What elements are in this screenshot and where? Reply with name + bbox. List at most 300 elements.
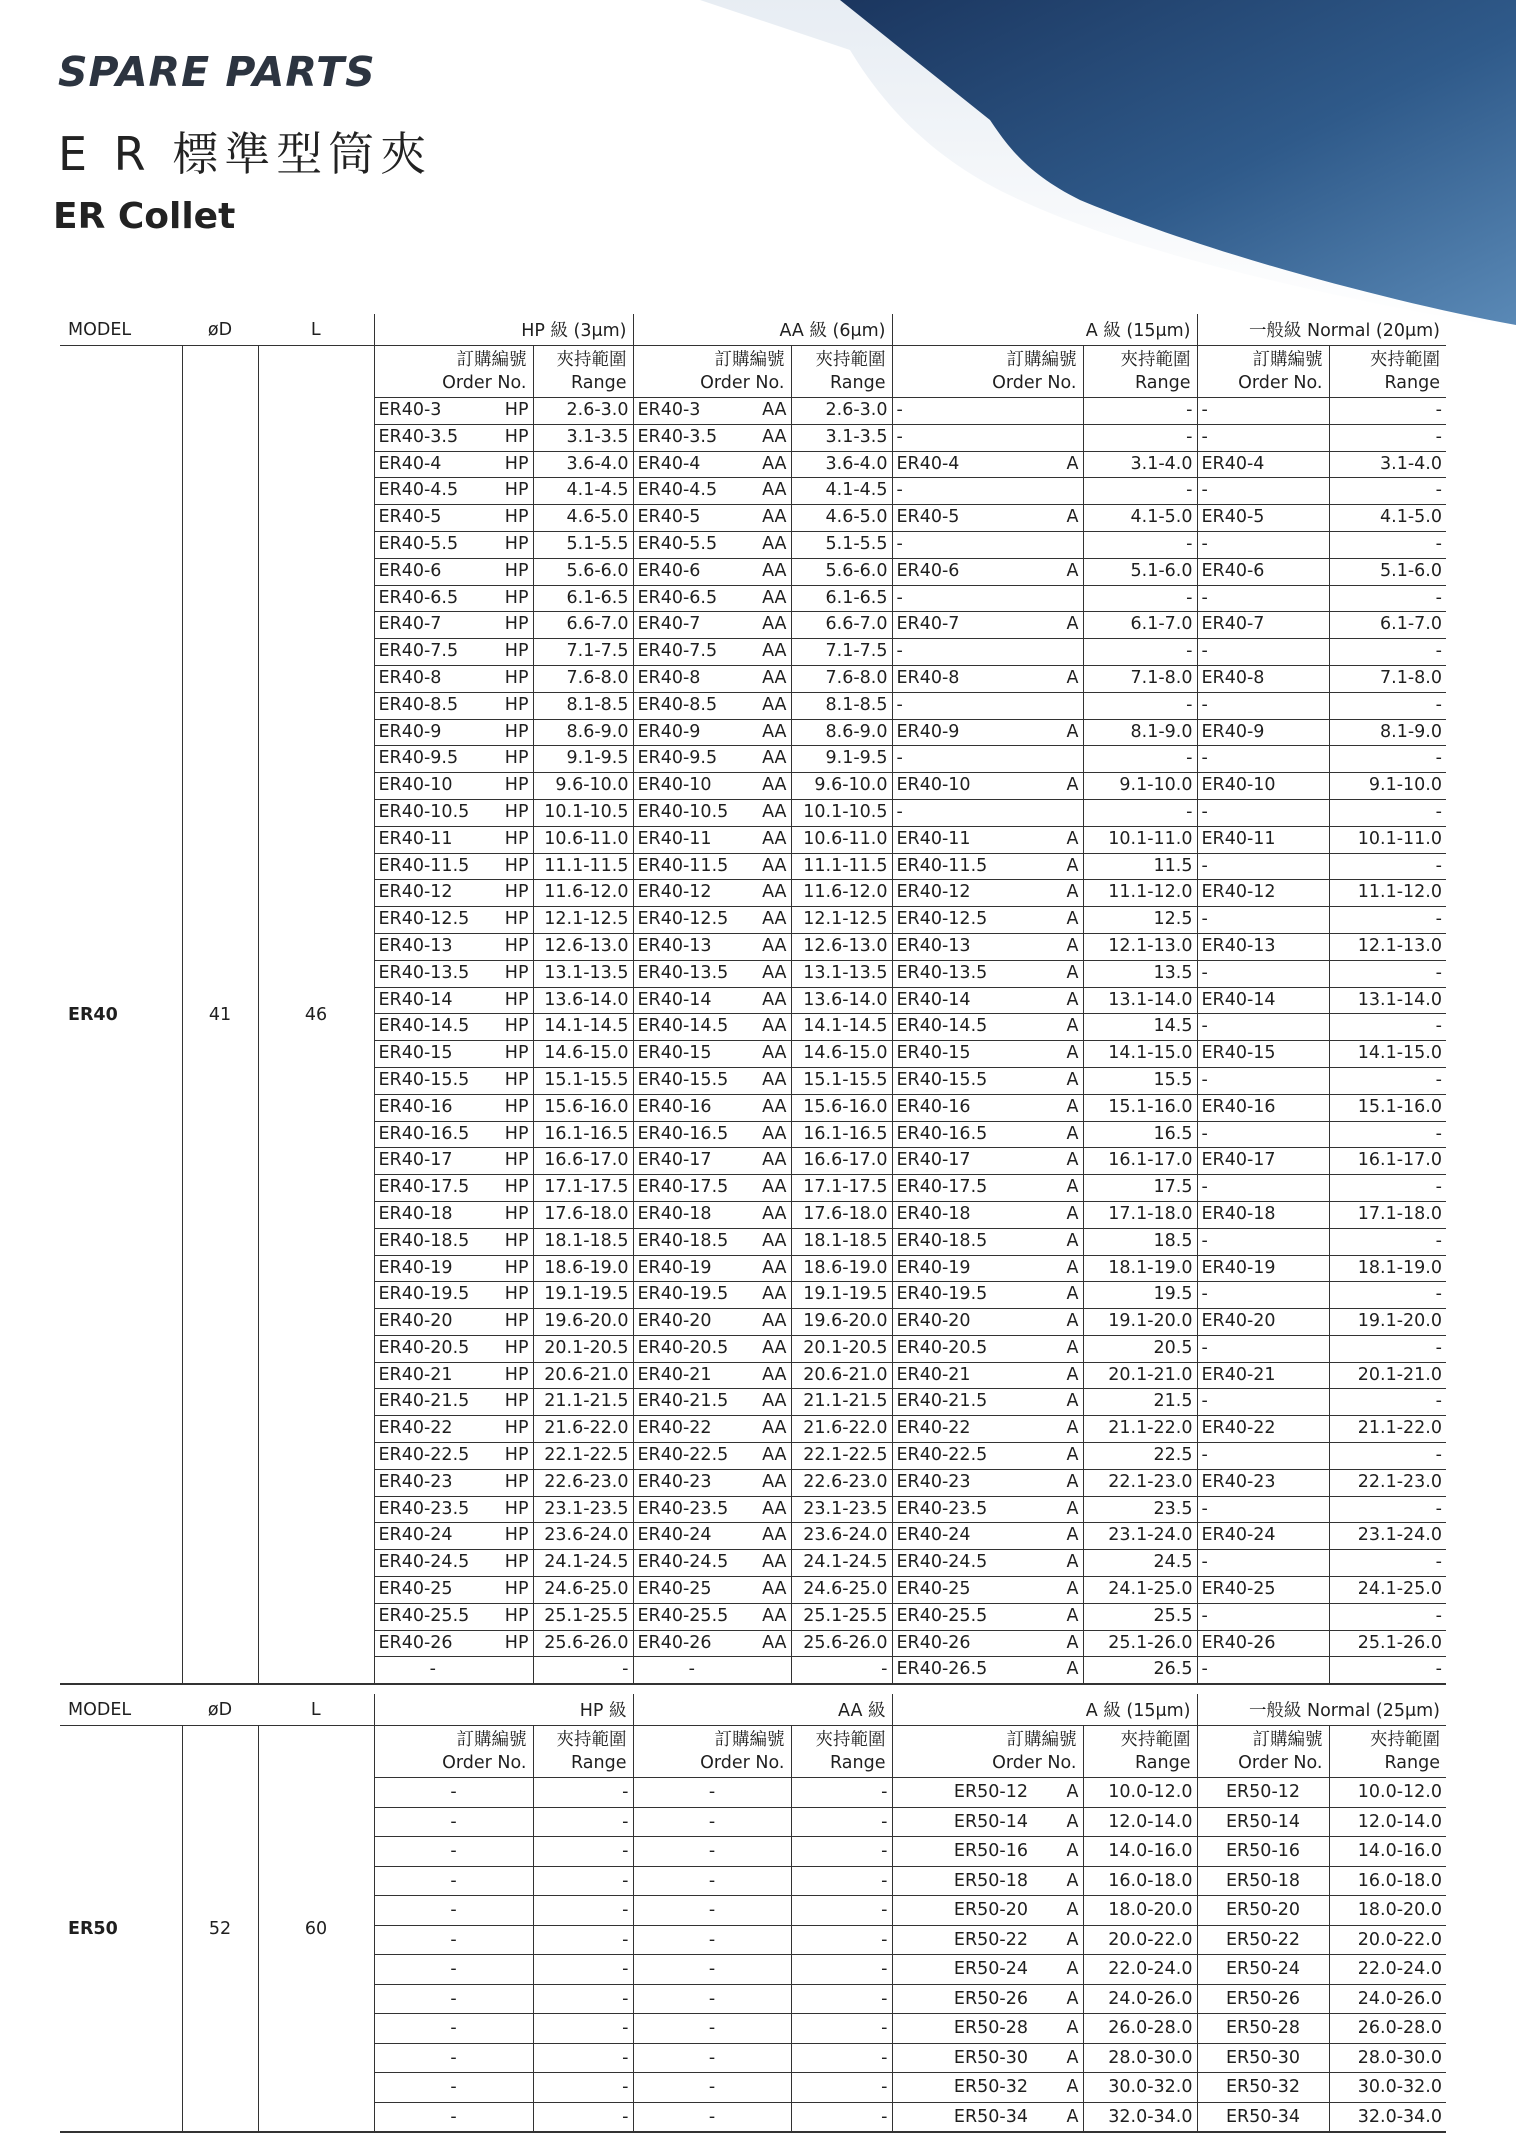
range-cell: 12.1-12.5 bbox=[533, 907, 633, 934]
grade-suffix-cell: A bbox=[1032, 2014, 1083, 2044]
grade-suffix-cell: HP bbox=[491, 612, 533, 639]
range-cell: 24.1-25.0 bbox=[1329, 1577, 1446, 1604]
order-no-cell: ER40-14.5 bbox=[892, 1014, 1032, 1041]
range-cell: 13.1-13.5 bbox=[791, 960, 892, 987]
grade-suffix-cell: AA bbox=[750, 1630, 791, 1657]
order-no-cell: - bbox=[374, 1925, 533, 1955]
order-no-cell: ER40-21 bbox=[374, 1362, 491, 1389]
order-no-cell: ER40-23.5 bbox=[892, 1496, 1032, 1523]
range-cell: 32.0-34.0 bbox=[1329, 2102, 1446, 2132]
range-cell: 28.0-30.0 bbox=[1329, 2043, 1446, 2073]
grade-suffix-cell: AA bbox=[750, 799, 791, 826]
range-cell: - bbox=[1083, 585, 1197, 612]
grade-suffix-cell: AA bbox=[750, 1255, 791, 1282]
order-no-cell: ER40-21.5 bbox=[633, 1389, 750, 1416]
range-cell: - bbox=[1083, 639, 1197, 666]
range-cell: 3.1-3.5 bbox=[533, 424, 633, 451]
order-no-label-zh: 訂購編號 bbox=[1006, 1729, 1077, 1750]
range-cell: 8.1-9.0 bbox=[1083, 719, 1197, 746]
grade-suffix-cell: AA bbox=[750, 1228, 791, 1255]
grade-suffix-cell: A bbox=[1032, 1309, 1083, 1336]
range-cell: 10.6-11.0 bbox=[533, 826, 633, 853]
order-no-cell: ER50-18 bbox=[1197, 1866, 1329, 1896]
range-cell: 24.5 bbox=[1083, 1550, 1197, 1577]
order-no-cell: ER40-25.5 bbox=[892, 1603, 1032, 1630]
order-no-cell: - bbox=[374, 2073, 533, 2103]
grade-suffix-cell: A bbox=[1032, 2073, 1083, 2103]
grade-suffix-cell: A bbox=[1032, 612, 1083, 639]
range-cell: - bbox=[1329, 1443, 1446, 1470]
order-no-cell: ER40-23 bbox=[892, 1469, 1032, 1496]
order-no-cell: ER40-4 bbox=[374, 451, 491, 478]
grade-suffix-cell: A bbox=[1032, 1228, 1083, 1255]
range-cell: 18.0-20.0 bbox=[1083, 1896, 1197, 1926]
order-no-cell: - bbox=[374, 1807, 533, 1837]
range-cell: 19.1-19.5 bbox=[791, 1282, 892, 1309]
grade-suffix-cell: HP bbox=[491, 907, 533, 934]
range-cell: 6.1-7.0 bbox=[1329, 612, 1446, 639]
grade-suffix-cell: HP bbox=[491, 1335, 533, 1362]
order-no-subheader bbox=[374, 1726, 533, 1778]
grade-suffix-cell bbox=[1032, 585, 1083, 612]
order-no-cell: ER40-13.5 bbox=[374, 960, 491, 987]
order-no-cell: ER40-22 bbox=[633, 1416, 750, 1443]
order-no-cell: ER40-16.5 bbox=[374, 1121, 491, 1148]
grade-suffix-cell bbox=[1032, 746, 1083, 773]
order-no-label-en: Order No. bbox=[442, 372, 527, 393]
order-no-cell: - bbox=[633, 1896, 791, 1926]
grade-suffix-cell: A bbox=[1032, 853, 1083, 880]
range-cell: 18.6-19.0 bbox=[791, 1255, 892, 1282]
order-no-cell: ER40-9 bbox=[1197, 719, 1329, 746]
order-no-cell: - bbox=[633, 1955, 791, 1985]
order-no-cell: ER40-16 bbox=[1197, 1094, 1329, 1121]
range-cell: 22.5 bbox=[1083, 1443, 1197, 1470]
range-cell: - bbox=[1083, 799, 1197, 826]
grade-suffix-cell: A bbox=[1032, 1496, 1083, 1523]
grade-suffix-cell: AA bbox=[750, 933, 791, 960]
order-no-cell: - bbox=[1197, 1335, 1329, 1362]
grade-suffix-cell: AA bbox=[750, 1362, 791, 1389]
range-cell: 14.6-15.0 bbox=[533, 1041, 633, 1068]
order-no-cell: ER40-21 bbox=[1197, 1362, 1329, 1389]
grade-suffix-cell: HP bbox=[491, 505, 533, 532]
model-name: ER50 bbox=[68, 1918, 118, 1939]
range-cell: 4.1-4.5 bbox=[533, 478, 633, 505]
range-cell: - bbox=[791, 1778, 892, 1808]
order-no-cell: ER40-6 bbox=[374, 558, 491, 585]
range-cell: 13.1-13.5 bbox=[533, 960, 633, 987]
order-no-cell: - bbox=[1197, 1282, 1329, 1309]
order-no-cell: ER40-18.5 bbox=[633, 1228, 750, 1255]
grade-suffix-cell: A bbox=[1032, 933, 1083, 960]
order-no-cell: - bbox=[633, 1807, 791, 1837]
order-no-cell: ER40-7 bbox=[892, 612, 1032, 639]
order-no-cell: - bbox=[374, 2102, 533, 2132]
grade-suffix-cell: A bbox=[1032, 1523, 1083, 1550]
order-no-cell: ER40-12 bbox=[1197, 880, 1329, 907]
range-cell: 7.1-7.5 bbox=[791, 639, 892, 666]
range-cell: 25.1-25.5 bbox=[791, 1603, 892, 1630]
order-no-cell: ER40-11 bbox=[374, 826, 491, 853]
order-no-cell: ER40-23 bbox=[1197, 1469, 1329, 1496]
range-label-en: Range bbox=[830, 1752, 886, 1773]
range-cell: 24.1-24.5 bbox=[791, 1550, 892, 1577]
order-no-cell: ER40-8.5 bbox=[633, 692, 750, 719]
range-cell: 17.6-18.0 bbox=[533, 1201, 633, 1228]
order-no-cell: ER40-13 bbox=[1197, 933, 1329, 960]
order-no-cell: ER40-21 bbox=[892, 1362, 1032, 1389]
range-cell: - bbox=[791, 2014, 892, 2044]
range-cell: - bbox=[1083, 424, 1197, 451]
order-no-cell: ER40-19 bbox=[374, 1255, 491, 1282]
grade-suffix-cell: AA bbox=[750, 1014, 791, 1041]
range-cell: - bbox=[533, 2102, 633, 2132]
range-cell: 13.6-14.0 bbox=[791, 987, 892, 1014]
range-cell: 8.6-9.0 bbox=[791, 719, 892, 746]
order-no-cell: ER40-19.5 bbox=[374, 1282, 491, 1309]
order-no-cell: - bbox=[1197, 639, 1329, 666]
range-cell: 20.6-21.0 bbox=[533, 1362, 633, 1389]
order-no-cell: - bbox=[1197, 1014, 1329, 1041]
order-no-label-zh: 訂購編號 bbox=[714, 349, 785, 370]
grade-suffix-cell: HP bbox=[491, 1067, 533, 1094]
order-no-cell: ER50-32 bbox=[892, 2073, 1032, 2103]
range-cell: 19.1-20.0 bbox=[1329, 1309, 1446, 1336]
order-no-cell: ER40-6 bbox=[1197, 558, 1329, 585]
range-cell: - bbox=[1329, 907, 1446, 934]
order-no-cell: ER40-3.5 bbox=[374, 424, 491, 451]
grade-suffix-cell: A bbox=[1032, 1094, 1083, 1121]
range-label-en: Range bbox=[571, 1752, 627, 1773]
range-cell: - bbox=[1329, 853, 1446, 880]
order-no-cell: ER40-25.5 bbox=[374, 1603, 491, 1630]
order-no-cell: ER40-17 bbox=[633, 1148, 750, 1175]
grade-suffix-cell: AA bbox=[750, 505, 791, 532]
range-cell: 14.1-15.0 bbox=[1083, 1041, 1197, 1068]
grade-suffix-cell: A bbox=[1032, 1807, 1083, 1837]
range-cell: 19.1-19.5 bbox=[533, 1282, 633, 1309]
range-label-zh: 夾持範圍 bbox=[1370, 349, 1440, 370]
order-no-cell: ER40-6 bbox=[892, 558, 1032, 585]
order-no-cell: ER50-20 bbox=[1197, 1896, 1329, 1926]
grade-suffix-cell: A bbox=[1032, 1362, 1083, 1389]
er40-spec-table bbox=[60, 314, 1446, 1685]
range-cell: 15.1-16.0 bbox=[1083, 1094, 1197, 1121]
range-cell: 15.1-15.5 bbox=[533, 1067, 633, 1094]
grade-suffix-cell: HP bbox=[491, 880, 533, 907]
order-no-cell: - bbox=[374, 2043, 533, 2073]
order-no-cell: - bbox=[633, 2043, 791, 2073]
order-no-cell: - bbox=[374, 1955, 533, 1985]
order-no-cell: ER40-25.5 bbox=[633, 1603, 750, 1630]
grade-suffix-cell bbox=[491, 1657, 533, 1684]
grade-suffix-cell: A bbox=[1032, 1067, 1083, 1094]
range-cell: - bbox=[533, 1925, 633, 1955]
range-cell: 25.1-25.5 bbox=[533, 1603, 633, 1630]
order-no-cell: ER50-12 bbox=[1197, 1778, 1329, 1808]
grade-suffix-cell: AA bbox=[750, 719, 791, 746]
page-subtitle: ER Collet bbox=[53, 196, 236, 237]
range-cell: 15.5 bbox=[1083, 1067, 1197, 1094]
order-no-cell: ER40-19 bbox=[892, 1255, 1032, 1282]
order-no-cell: ER40-8 bbox=[1197, 665, 1329, 692]
page-title-zh: E R 標準型筒夾 bbox=[58, 127, 433, 181]
column-header-length: L bbox=[258, 1694, 374, 1726]
order-no-cell: ER40-12.5 bbox=[892, 907, 1032, 934]
range-cell: 21.1-21.5 bbox=[791, 1389, 892, 1416]
range-cell: 4.1-5.0 bbox=[1083, 505, 1197, 532]
grade-suffix-cell: HP bbox=[491, 585, 533, 612]
grade-suffix-cell: AA bbox=[750, 531, 791, 558]
order-no-cell: ER40-24.5 bbox=[374, 1550, 491, 1577]
range-cell: - bbox=[791, 2102, 892, 2132]
order-no-cell: ER50-14 bbox=[1197, 1807, 1329, 1837]
order-no-cell: ER50-34 bbox=[892, 2102, 1032, 2132]
order-no-cell: ER40-15 bbox=[374, 1041, 491, 1068]
order-no-cell: ER40-5 bbox=[633, 505, 750, 532]
grade-suffix-cell bbox=[1032, 799, 1083, 826]
range-cell: 20.6-21.0 bbox=[791, 1362, 892, 1389]
range-cell: 22.1-23.0 bbox=[1083, 1469, 1197, 1496]
grade-suffix-cell: A bbox=[1032, 960, 1083, 987]
length-value: 46 bbox=[258, 346, 374, 1685]
grade-suffix-cell: A bbox=[1032, 1896, 1083, 1926]
order-no-cell: ER40-16 bbox=[374, 1094, 491, 1121]
range-cell: 12.1-13.0 bbox=[1083, 933, 1197, 960]
range-cell: 18.6-19.0 bbox=[533, 1255, 633, 1282]
order-no-cell: ER50-18 bbox=[892, 1866, 1032, 1896]
range-cell: - bbox=[1083, 398, 1197, 425]
range-cell: 21.6-22.0 bbox=[791, 1416, 892, 1443]
order-no-cell: - bbox=[374, 2014, 533, 2044]
order-no-cell: ER40-17 bbox=[892, 1148, 1032, 1175]
diameter-value: 41 bbox=[182, 346, 258, 1685]
grade-suffix-cell: A bbox=[1032, 1282, 1083, 1309]
range-cell: 9.1-10.0 bbox=[1083, 773, 1197, 800]
order-no-cell: ER40-10 bbox=[633, 773, 750, 800]
grade-suffix-cell: HP bbox=[491, 558, 533, 585]
range-subheader bbox=[1083, 1726, 1197, 1778]
column-header-length: L bbox=[258, 314, 374, 346]
order-no-cell: ER40-18 bbox=[374, 1201, 491, 1228]
order-no-cell: ER40-24 bbox=[633, 1523, 750, 1550]
range-cell: 6.6-7.0 bbox=[533, 612, 633, 639]
range-subheader bbox=[533, 1726, 633, 1778]
range-cell: 14.5 bbox=[1083, 1014, 1197, 1041]
range-cell: 8.1-9.0 bbox=[1329, 719, 1446, 746]
order-no-subheader bbox=[633, 1726, 791, 1778]
range-cell: 21.1-22.0 bbox=[1083, 1416, 1197, 1443]
grade-suffix-cell: A bbox=[1032, 558, 1083, 585]
range-label-zh: 夾持範圍 bbox=[556, 349, 627, 370]
grade-suffix-cell: HP bbox=[491, 1389, 533, 1416]
order-no-cell: ER40-24.5 bbox=[633, 1550, 750, 1577]
column-header-grade-hp: HP 級 (3μm) bbox=[374, 314, 633, 346]
range-cell: 2.6-3.0 bbox=[791, 398, 892, 425]
range-cell: - bbox=[1329, 585, 1446, 612]
order-no-cell: ER40-15 bbox=[633, 1041, 750, 1068]
order-no-cell: ER50-14 bbox=[892, 1807, 1032, 1837]
range-cell: 21.6-22.0 bbox=[533, 1416, 633, 1443]
grade-suffix-cell: HP bbox=[491, 1469, 533, 1496]
order-no-cell: ER40-15.5 bbox=[892, 1067, 1032, 1094]
range-cell: 22.0-24.0 bbox=[1083, 1955, 1197, 1985]
order-no-cell: ER40-17 bbox=[374, 1148, 491, 1175]
grade-suffix-cell bbox=[1032, 424, 1083, 451]
grade-suffix-cell: AA bbox=[750, 451, 791, 478]
range-cell: 23.6-24.0 bbox=[533, 1523, 633, 1550]
range-cell: 10.1-10.5 bbox=[533, 799, 633, 826]
order-no-cell: ER40-20 bbox=[374, 1309, 491, 1336]
range-cell: 19.1-20.0 bbox=[1083, 1309, 1197, 1336]
grade-suffix-cell: HP bbox=[491, 1496, 533, 1523]
range-cell: 7.6-8.0 bbox=[791, 665, 892, 692]
order-no-cell: - bbox=[374, 1778, 533, 1808]
range-cell: 10.1-10.5 bbox=[791, 799, 892, 826]
range-cell: - bbox=[533, 2014, 633, 2044]
range-cell: - bbox=[533, 2043, 633, 2073]
range-cell: 17.6-18.0 bbox=[791, 1201, 892, 1228]
order-no-cell: - bbox=[1197, 1121, 1329, 1148]
order-no-cell: ER40-20.5 bbox=[633, 1335, 750, 1362]
range-cell: - bbox=[533, 1657, 633, 1684]
order-no-cell: ER40-7 bbox=[374, 612, 491, 639]
range-cell: 9.1-10.0 bbox=[1329, 773, 1446, 800]
range-cell: 3.6-4.0 bbox=[533, 451, 633, 478]
column-header-model: MODEL bbox=[60, 314, 182, 346]
column-header-grade-aa: AA 級 bbox=[633, 1694, 892, 1726]
grade-suffix-cell: A bbox=[1032, 1469, 1083, 1496]
range-cell: - bbox=[791, 1807, 892, 1837]
order-no-cell: ER40-26 bbox=[1197, 1630, 1329, 1657]
grade-suffix-cell: AA bbox=[750, 1121, 791, 1148]
range-label-en: Range bbox=[571, 372, 627, 393]
range-cell: 12.0-14.0 bbox=[1329, 1807, 1446, 1837]
order-no-cell: ER40-16.5 bbox=[892, 1121, 1032, 1148]
order-no-cell: ER40-12 bbox=[892, 880, 1032, 907]
grade-suffix-cell: AA bbox=[750, 424, 791, 451]
order-no-cell: ER40-11.5 bbox=[633, 853, 750, 880]
range-cell: 5.6-6.0 bbox=[791, 558, 892, 585]
grade-suffix-cell: A bbox=[1032, 665, 1083, 692]
er50-spec-table bbox=[60, 1694, 1446, 2133]
order-no-cell: - bbox=[1197, 1496, 1329, 1523]
range-cell: - bbox=[1083, 746, 1197, 773]
range-cell: 16.0-18.0 bbox=[1083, 1866, 1197, 1896]
grade-suffix-cell: AA bbox=[750, 1577, 791, 1604]
grade-suffix-cell: A bbox=[1032, 1657, 1083, 1684]
range-cell: 16.1-16.5 bbox=[791, 1121, 892, 1148]
range-cell: - bbox=[791, 1896, 892, 1926]
range-cell: - bbox=[791, 1837, 892, 1867]
grade-suffix-cell: AA bbox=[750, 773, 791, 800]
grade-suffix-cell: AA bbox=[750, 478, 791, 505]
grade-suffix-cell: AA bbox=[750, 1041, 791, 1068]
range-label-zh: 夾持範圍 bbox=[815, 349, 886, 370]
range-cell: 23.1-23.5 bbox=[791, 1496, 892, 1523]
order-no-cell: ER40-21 bbox=[633, 1362, 750, 1389]
grade-suffix-cell: A bbox=[1032, 1148, 1083, 1175]
range-subheader bbox=[533, 346, 633, 398]
order-no-cell: ER40-22.5 bbox=[633, 1443, 750, 1470]
range-cell: 20.0-22.0 bbox=[1329, 1925, 1446, 1955]
order-no-cell: - bbox=[892, 692, 1032, 719]
range-cell: 22.1-23.0 bbox=[1329, 1469, 1446, 1496]
range-cell: - bbox=[1329, 960, 1446, 987]
range-cell: 9.6-10.0 bbox=[791, 773, 892, 800]
range-cell: 18.1-18.5 bbox=[533, 1228, 633, 1255]
order-no-cell: - bbox=[1197, 746, 1329, 773]
order-no-cell: ER50-30 bbox=[1197, 2043, 1329, 2073]
order-no-label-zh: 訂購編號 bbox=[456, 1729, 527, 1750]
order-no-cell: ER40-20 bbox=[892, 1309, 1032, 1336]
range-cell: 16.6-17.0 bbox=[791, 1148, 892, 1175]
range-cell: 5.1-6.0 bbox=[1083, 558, 1197, 585]
order-no-cell: ER40-7.5 bbox=[374, 639, 491, 666]
range-cell: 30.0-32.0 bbox=[1329, 2073, 1446, 2103]
range-cell: - bbox=[1329, 1657, 1446, 1684]
order-no-cell: ER40-4.5 bbox=[633, 478, 750, 505]
range-cell: 7.1-8.0 bbox=[1329, 665, 1446, 692]
order-no-cell: - bbox=[633, 1778, 791, 1808]
grade-suffix-cell: A bbox=[1032, 2102, 1083, 2132]
grade-suffix-cell: A bbox=[1032, 1925, 1083, 1955]
range-label-en: Range bbox=[1135, 372, 1191, 393]
order-no-cell: - bbox=[374, 1866, 533, 1896]
order-no-cell: ER40-17.5 bbox=[892, 1175, 1032, 1202]
order-no-cell: - bbox=[892, 531, 1032, 558]
grade-suffix-cell: A bbox=[1032, 1837, 1083, 1867]
grade-suffix-cell: HP bbox=[491, 692, 533, 719]
grade-suffix-cell: AA bbox=[750, 1148, 791, 1175]
order-no-cell: ER40-9 bbox=[374, 719, 491, 746]
range-cell: 7.6-8.0 bbox=[533, 665, 633, 692]
order-no-cell: ER40-22 bbox=[1197, 1416, 1329, 1443]
order-no-cell: ER40-9 bbox=[633, 719, 750, 746]
grade-suffix-cell: HP bbox=[491, 1201, 533, 1228]
range-cell: 25.6-26.0 bbox=[791, 1630, 892, 1657]
order-no-cell: ER40-8 bbox=[892, 665, 1032, 692]
range-cell: 28.0-30.0 bbox=[1083, 2043, 1197, 2073]
range-cell: 3.1-3.5 bbox=[791, 424, 892, 451]
range-cell: - bbox=[1329, 478, 1446, 505]
range-cell: - bbox=[791, 2043, 892, 2073]
order-no-cell: - bbox=[1197, 424, 1329, 451]
order-no-label-zh: 訂購編號 bbox=[456, 349, 527, 370]
order-no-subheader bbox=[1197, 1726, 1329, 1778]
grade-suffix-cell: AA bbox=[750, 1416, 791, 1443]
grade-suffix-cell: HP bbox=[491, 1416, 533, 1443]
range-cell: 11.1-11.5 bbox=[791, 853, 892, 880]
range-cell: 19.5 bbox=[1083, 1282, 1197, 1309]
range-cell: - bbox=[1329, 639, 1446, 666]
range-cell: 13.1-14.0 bbox=[1329, 987, 1446, 1014]
range-cell: 23.1-23.5 bbox=[533, 1496, 633, 1523]
range-cell: 22.0-24.0 bbox=[1329, 1955, 1446, 1985]
order-no-cell: ER40-25 bbox=[633, 1577, 750, 1604]
order-no-cell: ER40-6 bbox=[633, 558, 750, 585]
range-label-zh: 夾持範圍 bbox=[1370, 1729, 1440, 1750]
grade-suffix-cell: HP bbox=[491, 799, 533, 826]
grade-suffix-cell: A bbox=[1032, 1550, 1083, 1577]
range-cell: 5.6-6.0 bbox=[533, 558, 633, 585]
range-cell: 20.1-20.5 bbox=[791, 1335, 892, 1362]
range-cell: 16.0-18.0 bbox=[1329, 1866, 1446, 1896]
grade-suffix-cell: AA bbox=[750, 1443, 791, 1470]
grade-suffix-cell: A bbox=[1032, 1121, 1083, 1148]
order-no-cell: ER40-19 bbox=[633, 1255, 750, 1282]
